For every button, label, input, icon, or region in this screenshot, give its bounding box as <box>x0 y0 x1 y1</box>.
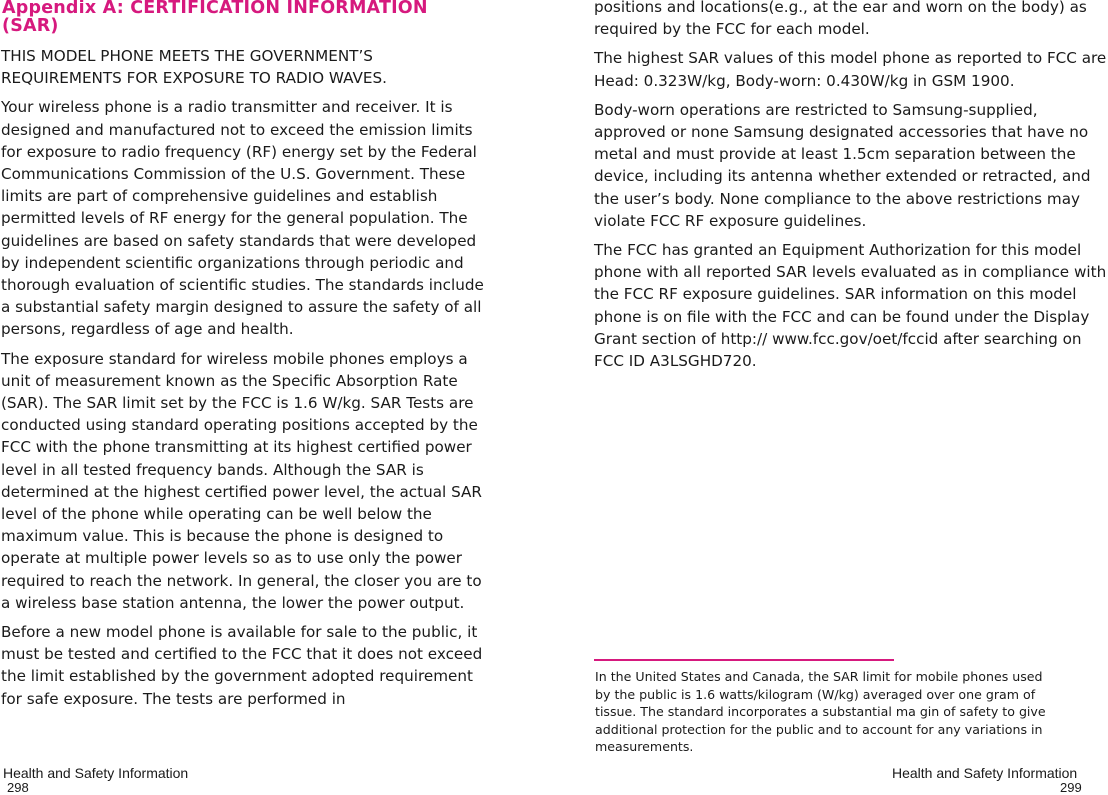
sar-footnote: In the United States and Canada, the SAR limit for mobile phones used by the public is 1.6 watts/kilogram (W/kg) averaged over one gram of tissue. The standard incorporates a substantial ma gin of safety to give additional protection for the public and to account for any variations in measurements. <box>595 669 1046 755</box>
footer-label-right: Health and Safety Information <box>892 765 1078 781</box>
page-number-left: 298 <box>7 780 29 795</box>
paragraph-before-sale: Before a new model phone is available for sale to the public, it must be tested and certified to the FCC that it does not exceed the limit established by the government adopted requirement for safe exposure. The tests are performed in <box>1 623 483 708</box>
paragraph-model-meets: THIS MODEL PHONE MEETS THE GOVERNMENT’S REQUIREMENTS FOR EXPOSURE TO RADIO WAVES. <box>1 47 387 88</box>
appendix-heading: Appendix A: CERTIFICATION INFORMATION (SAR) <box>2 0 428 36</box>
right-body <box>594 0 1108 379</box>
page-number-right: 299 <box>1060 780 1082 795</box>
paragraph-body-worn: Body-worn operations are restricted to Samsung-supplied, approved or none Samsung designated accessories that have no metal and must provide at least 1.5cm separation between the device, including its antenna whether extended or retracted, and the user’s body. None compliance to the above restrictions may violate FCC RF exposure guidelines. <box>594 100 1091 230</box>
paragraph-exposure-standard: The exposure standard for wireless mobile phones employs a unit of measurement known as the Specific Absorption Rate (SAR). The SAR limit set by the FCC is 1.6 W/kg. SAR Tests are conducted using standard operating positions accepted by the FCC with the phone transmitting at its highest certified power level in all tested frequency bands. Although the SAR is determined at the highest certified power level, the actual SAR level of the phone while operating can be well below the maximum value. This is because the phone is designed to operate at multiple power levels so as to use only the power required to reach the network. In general, the closer you are to a wireless base station antenna, the lower the power output. <box>1 349 482 612</box>
footer-label-left: Health and Safety Information <box>3 765 189 781</box>
left-page <box>0 0 554 794</box>
footnote-divider <box>594 659 894 661</box>
paragraph-transmitter: Your wireless phone is a radio transmitter and receiver. It is designed and manufactured not to exceed the emission limits for exposure to radio frequency (RF) energy set by the Federal Communications Commission of the U.S. Government. These limits are part of comprehensive guidelines and establish permitted levels of RF energy for the general population. The guidelines are based on safety standards that were developed by independent scientific organizations through periodic and thorough evaluation of scientific studies. The standards include a substantial safety margin designed to assure the safety of all persons, regardless of age and health. <box>1 98 484 339</box>
paragraph-positions: positions and locations(e.g., at the ear and worn on the body) as required by the FCC for each model. <box>594 0 1087 39</box>
paragraph-fcc-authorization: The FCC has granted an Equipment Authorization for this model phone with all reported SAR levels evaluated as in compliance with the FCC RF exposure guidelines. SAR information on this model phone is on file with the FCC and can be found under the Display Grant section of http:// www.fcc.gov/oet/fccid after searching on FCC ID A3LSGHD720. <box>594 241 1107 371</box>
paragraph-highest-sar: The highest SAR values of this model phone as reported to FCC are Head: 0.323W/kg, Body-worn: 0.430W/kg in GSM 1900. <box>594 49 1107 90</box>
left-body <box>1 45 493 717</box>
